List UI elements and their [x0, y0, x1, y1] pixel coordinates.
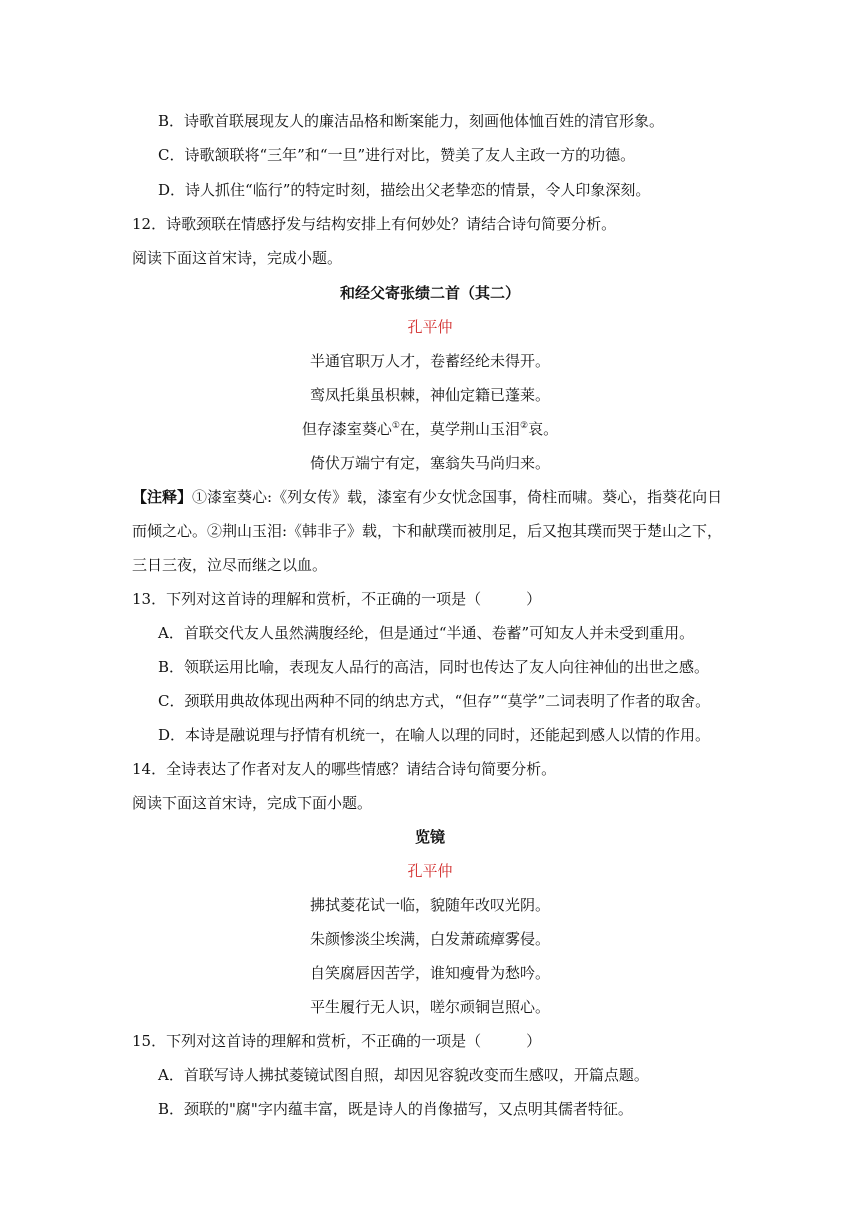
poem-2-line-1: 拂拭菱花试一临，貌随年改叹光阴。	[309, 896, 550, 914]
option-13-b: B．领联运用比喻，表现友人品行的高洁，同时也传达了友人向往神仙的出世之感。	[158, 658, 710, 676]
annotation-line-1	[132, 487, 722, 507]
option-11-d: D．诗人抓住“临行”的特定时刻，描绘出父老挚恋的情景，令人印象深刻。	[158, 181, 651, 199]
poem-1-line-3-part-c: 哀。	[528, 420, 559, 438]
question-12: 12．诗歌颈联在情感抒发与结构安排上有何妙处？请结合诗句简要分析。	[132, 215, 617, 233]
poem-1-author: 孔平仲	[407, 318, 453, 336]
poem-1-line-1: 半通官职万人才，卷蓄经纶未得开。	[309, 352, 550, 370]
poem-2-line-3: 自笑腐唇因苦学，谁知瘦骨为愁吟。	[309, 964, 550, 982]
annotation-line-2: 而倾之心。②荆山玉泪:《韩非子》载，卞和献璞而被刖足，后又抱其璞而哭于楚山之下，	[132, 522, 723, 540]
poem-1-line-3-part-a: 但存漆室葵心	[301, 420, 392, 438]
poem-2-line-4: 平生履行无人识，嗟尔顽铜岂照心。	[309, 998, 550, 1016]
poem-2-title: 览镜	[414, 828, 445, 846]
poem-1-line-3	[0, 419, 860, 439]
footnote-marker-1: ①	[391, 421, 400, 431]
poem-1-title: 和经父寄张绩二首（其二）	[339, 284, 520, 302]
reading-intro-2: 阅读下面这首宋诗，完成下面小题。	[132, 794, 373, 812]
option-13-a: A．首联交代友人虽然满腹经纶，但是通过“半通、卷蓄”可知友人并未受到重用。	[158, 624, 695, 642]
option-13-d: D．本诗是融说理与抒情有机统一，在喻人以理的同时，还能起到感人以情的作用。	[158, 726, 711, 744]
option-15-a: A．首联写诗人拂拭菱镜试图自照，却因见容貌改变而生感叹，开篇点题。	[158, 1066, 649, 1084]
question-15: 15．下列对这首诗的理解和赏析，不正确的一项是（ ）	[132, 1032, 542, 1050]
reading-intro-1: 阅读下面这首宋诗，完成小题。	[132, 249, 343, 267]
footnote-marker-2: ②	[520, 421, 529, 431]
annotation-label: 【注释】	[132, 488, 193, 506]
poem-1-line-3-part-b: 在，莫学荆山玉泪	[399, 420, 520, 438]
poem-1-line-4: 倚伏万端宁有定，塞翁失马尚归来。	[309, 454, 550, 472]
question-13: 13．下列对这首诗的理解和赏析，不正确的一项是（ ）	[132, 590, 542, 608]
option-13-c: C．颈联用典故体现出两种不同的纳忠方式，“但存”“莫学”二词表明了作者的取舍。	[158, 692, 711, 710]
poem-1-line-2: 鸾凤托巢虽枳棘，神仙定籍已蓬莱。	[309, 386, 550, 404]
annotation-text-1: ①漆室葵心:《列女传》载，漆室有少女忧念国事，倚柱而啸。葵心，指葵花向日	[192, 488, 723, 506]
option-15-b: B．颈联的"腐"字内蕴丰富，既是诗人的肖像描写，又点明其儒者特征。	[158, 1100, 633, 1118]
poem-2-line-2: 朱颜惨淡尘埃满，白发萧疏瘴雾侵。	[309, 930, 550, 948]
option-11-c: C．诗歌颔联将“三年”和“一旦”进行对比，赞美了友人主政一方的功德。	[158, 146, 636, 164]
annotation-line-3: 三日三夜，泣尽而继之以血。	[132, 556, 328, 574]
option-11-b: B．诗歌首联展现友人的廉洁品格和断案能力，刻画他体恤百姓的清官形象。	[158, 112, 665, 130]
poem-2-author: 孔平仲	[407, 862, 453, 880]
question-14: 14．全诗表达了作者对友人的哪些情感？请结合诗句简要分析。	[132, 760, 557, 778]
